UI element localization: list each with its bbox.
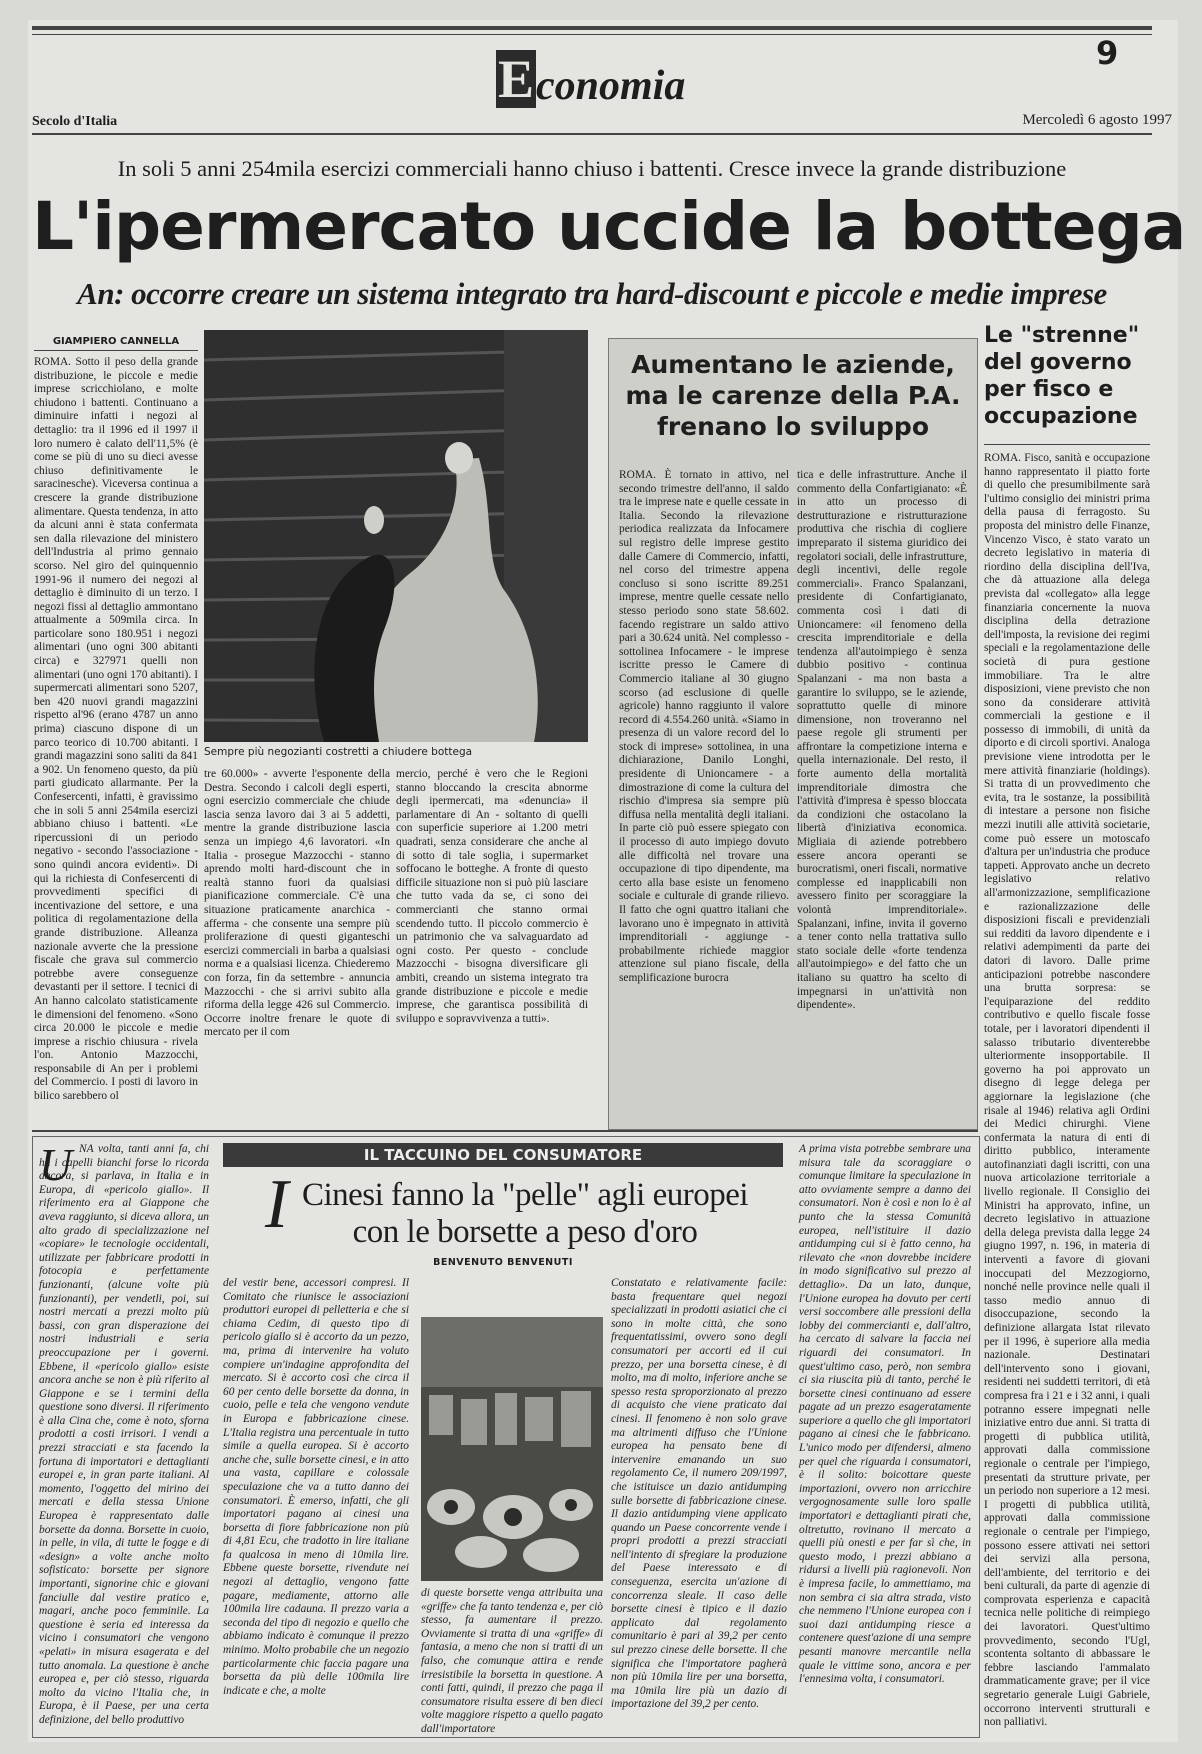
section-separator xyxy=(32,1130,978,1132)
lead-byline: GIAMPIERO CANNELLA xyxy=(52,336,180,347)
top-rule xyxy=(32,26,1152,30)
companies-box xyxy=(608,338,978,1130)
lead-column-1: ROMA. Sotto il peso della grande distribuzione, le piccole e medie imprese scricchiolano, e molte chiudono i battenti. Continuano a diminuire infatti i negozi al dettaglio: tra il 1996 ed il 1997 il loro numero è calato dell'11,5% (è come se più di uno su dieci avesse chiuso definitivamente le saracinesche). Viceversa continua a crescere la grande distribuzione alimentare. Questa tendenza, in atto da alcuni anni è stata confermata sen dalla rilevazione del ministero dell'Industria al primo gennaio scorso. Nel giro del quinquennio 1991-96 il numero dei negozi al dettaglio è diminuito di un terzo. I negozi fissi al dettaglio ammontano attualmente a 509mila circa. In particolare sono 180.951 i negozi alimentari (uno ogni 300 abitanti circa) e 327971 quelli non alimentari (uno ogni 170 abitanti). I supermercati alimentari sono 5207, ben 420 nuovi grandi magazzini rispetto al'96 (erano 4787 un anno prima) ciascuno dispone di un parco teorico di 10.700 abitanti. I grandi magazzini sono saliti da 841 a 902. Un fenomeno questo, da più parti giudicato allarmante. Per la Confesercenti, infatti, è gravissimo che in soli 5 anni 254mila esercizi abbiano chiuso i battenti. «Le ripercussioni di un periodo negativo - secondo l'associazione - sono quindi ancora evidenti». Di qui la richiesta di Confesercenti di provvedimenti specifici di incentivazione del settore, e una politica di regolamentazione della grande distribuzione. Alleanza nazionale avverte che la pressione fiscale che grava sul commercio potrebbe avere conseguenze devastanti per il settore. I tecnici di An hanno calcolato statisticamente le dimensioni del fenomeno. «Sono circa 20.000 le piccole e medie imprese a rischio chiusura - rivela l'on. Antonio Mazzocchi, responsabile di An per i problemi del Commercio. I posti di lavoro in bilico sarebbero ol xyxy=(34,356,198,1103)
strenne-rule xyxy=(984,444,1150,445)
headline-initial: I xyxy=(265,1166,289,1243)
companies-column-1: ROMA. È tornato in attivo, nel secondo trimestre dell'anno, il saldo tra le imprese nate e quelle cessate in Italia. Secondo la rilevazione periodica realizzata da Infocamere sul registro delle imprese gestito dalle Camere di Commercio, infatti, nel corso del trimestre appena concluso si sono iscritte 89.251 imprese, mentre quelle cessate nello stesso periodo sono state 58.602. facendo registrare un saldo attivo pari a 30.624 unità. Nel complesso - sottolinea Infocamere - le imprese iscritte presso le Camere di Commercio italiane al 30 giugno scorso (ad esclusione di quelle agricole) hanno raggiunto il valore record di 4.554.260 unità. «Siamo in presenza di un valore record del lo stock di imprese» sottolinea, in una dichiarazione, Danilo Longhi, presidente di Unioncamere - a dimostrazione di come la cultura del rischio d'impresa sia sempre più diffusa nella mentalità degli italiani. In parte ciò può essere spiegato con il processo di auto impiego dovuto alle difficoltà nel trovare una occupazione di tipo dipendente, ma certo alla base esiste un fenomeno sociale e culturale di grande rilievo. Il fatto che ogni quattro italiani che lavorano uno è impegnato in attività imprenditoriali - aggiunge - probabilmente richiede maggior attenzione sul piano fiscale, della semplificazione burocra xyxy=(619,469,789,984)
page-number: 9 xyxy=(1096,34,1119,72)
consumer-banner: IL TACCUINO DEL CONSUMATORE xyxy=(223,1143,783,1167)
consumer-column-b: di queste borsette venga attribuita una «griffe» che fa tanto tendenza e, per ciò stesso, fa aumentare il prezzo. Ovviamente si tratta di una «griffe» di fantasia, a meno che non si tratti di un falso, che comunque attira e rende irresistibile la borsetta in questione. A conti fatti, quindi, il prezzo che paga il consumatore risulta essere di ben dieci volte maggiore rispetto a quello pagato dall'importatore xyxy=(421,1587,603,1735)
shop-shutter-image xyxy=(204,330,588,742)
consumer-headline: Cinesi fanno la "pelle" agli europei con le borsette a peso d'oro xyxy=(301,1177,749,1250)
consumer-column-a: del vestir bene, accessori compresi. Il Comitato che riunisce le associazioni produttori europei di pelletteria e che si chiama Cedim, di questo tipo di pericolo giallo si è accorto da un pezzo, ma, prima di intervenire ha voluto compiere un'indagine approfondita del mercato. Si è accorto così che circa il 60 per cento delle borsette da donna, in cuoio, pelle e tela che vengono vendute in Europa e fabbricazione cinese. L'Italia registra una percentuale in tutto simile a quella europea. Si è accorto anche che, sulle borsette cinesi, e in atto una vasta, capillare e colossale speculazione che va a tutto danno dei consumatori. È emerso, infatti, che gli importatori pagano ai cinesi una borsetta di fiore fabbricazione non più di 4,81 Ecu, che tradotto in lire italiane fa qualcosa in meno di 10mila lire. Ebbene queste borsette, rivendute nei negozi al dettaglio, vengono fatte pagare, mediamente, attorno alle 100mila lire cadauna. Il prezzo varia a seconda del tipo di negozio e quello che abbiamo indicato è comunque il prezzo minimo. Molto probabile che un negozio particolarmente chic faccia pagare una borsetta da più delle 100mila lire indicate e che, a molte xyxy=(223,1277,409,1697)
consumer-notebook-section xyxy=(32,1136,980,1738)
strenne-body: ROMA. Fisco, sanità e occupazione hanno rappresentato il piatto forte di quello che presumibilmente sarà l'ultimo consiglio dei ministri prima della pausa di ferragosto. Su proposta del ministro delle Finanze, Vincenzo Visco, è stato varato un decreto legislativo in materia di riordino della disciplina dell'Iva, che dà attuazione alla delega prevista dal «collegato» alla legge finanziaria concernente la nuova disciplina della detrazione dell'imposta, la revisione dei regimi speciali e la regolamentazione delle società di pura gestione immobiliare. Tra le altre disposizioni, viene previsto che non sono da considerare attività commerciali la gestione e il possesso di immobili, di unità da diporto e di circoli sportivi. Analoga previsione viene introdotta per le mere attività finanziarie (holdings). Si tratta di un provvedimento che evita, tra le sostanze, la possibilità di intestare a persone non fisiche mezzi inutili alle attività societarie, come può essere un motoscafo d'altura per un'industria che produce tappeti. Approvato anche un decreto legislativo relativo all'armonizzazione, semplificazione e razionalizzazione delle disposizioni fiscali e previdenziali sui redditi da lavoro dipendente e i relativi adempimenti da parte dei datori di lavoro. Dalle prime anticipazioni potrebbe nascondere una brutta sorpresa: se l'equiparazione del reddito contributivo e quello fiscale fosse totale, per i lavoratori dipendenti il salasso tributario diventerebbe ulteriormente insopportabile. Il governo ha poi approvato un disegno di legge delega per aggiornare la legislazione (che risale al 1946) relativa agli Ordini dei Medici chirurghi. Viene confermata la natura di enti di diritto pubblico, interamente autofinanziati dagli iscritti, con una nuova articolazione territoriale a livello regionale. Il Consiglio dei Ministri ha approvato, infine, un decreto legislativo in attuazione della delega prevista dalla legge 24 giugno 1997, n. 196, in materia di interventi a favore di giovani inoccupati del Mezzogiorno, nonché nelle province nelle quali il tasso medio annuo di disoccupazione, secondo la definizione allargata Istat rilevato per il 1996, è superiore alla media nazionale. Destinatari dell'intervento sono i giovani, residenti nei suddetti territori, di età compresa fra i 21 e i 32 anni, i quali potranno essere impegnati nelle iniziative entro due anni. Si tratta di progetti di pubblica utilità, approvati dalla commissione regionale o centrale per l'impiego, presentati da strutture private, per un periodo non superiore a 12 mesi. I progetti di pubblica utilità, approvati dalla commissione regionale o centrale per l'impiego, possono essere attivati nei settori dei servizi alla persona, dell'ambiente, del territorio e dei beni culturali, da parte di agenzie di comprovata esperienza e capacità tecnica nelle politiche di reimpiego dei lavoratori. Quest'ultimo provvedimento, secondo l'Ugl, scontenta soltanto di abbassare le febbre lasciando l'ammalato drammaticamente grave; per il vice segretario generale Luigi Gabriele, occorrono interventi strutturali e non palliativi. xyxy=(984,452,1150,1729)
companies-headline: Aumentano le aziende, ma le carenze della P.A. frenano lo sviluppo xyxy=(625,350,961,441)
consumer-column-left: NA volta, tanti anni fa, chi ha i capelli bianchi forse lo ricorda ancora, si parlava, in Italia e in Europa, di «pericolo giallo». Il riferimento era al Giappone che aveva raggiunto, si diceva allora, un alto grado di specializzazione nel «copiare» le tecnologie occidentali, utilizzate per fabbricare prodotti in fotocopia e perfettamente funzionanti, (alcune volte più funzionanti), per vendetli, poi, sui nostri mercati a prezzi molto più bassi, con gran disperazione dei nostri industriali e seria preoccupazione per i governi. Ebbene, il «pericolo giallo» esiste ancora anche se non è più riferito al Giappone e se i termini della questione sono diversi. Il riferimento è alla Cina che, come è noto, sforna prodotti a costi irrisori. I vendi a prezzi stracciati e sta facendo la fortuna di importatori e dettaglianti europei e, in gran parte italiani. Al momento, l'oggetto del mirino dei mercati e della stessa Unione Europea è rappresentato dalle borsette da donna. Borsette in cuoio, in pelle, in vila, di tutte le fogge e di «design» a volte anche molto sofisticato: borsette per signore importanti, signorine chic e giovani fanciulle dal vestire pratico e, magari, anche poco femminile. La questione è seria ed interessa da vicino i consumatori che vengono «pelati» in misura esagerata e del tutto anomala. La questione è anche europea e, per ciò stesso, riguarda molto da vicino l'Italia che, in Europa, è il Paese, per una certa definizione, del bello produttivo xyxy=(39,1143,209,1726)
byline-rule xyxy=(34,350,198,351)
handbags-image xyxy=(421,1317,603,1581)
lead-column-2: tre 60.000» - avverte l'esponente della Destra. Secondo i calcoli degli esperti, ogni esercizio commerciale che chiude lascia senza lavoro dai 3 ai 5 addetti, mentre la grande distribuzione lascia senza un impiego 4,6 lavoratori. «In Italia - prosegue Mazzocchi - stanno aprendo molti hard-discount che in realtà stanno fuori da qualsiasi pianificazione commerciale. C'è una situazione praticamente anarchica - afferma - che consente una sempre più proliferazione di questi giganteschi esercizi commerciali in barba a qualsiasi norma e a qualsiasi licenza. Chiederemo con forza, fin da settembre - annuncia Mazzocchi - che si arrivi subito alla riforma della legge 426 sul Commercio. Occorre inoltre frenare le quote di mercato per il com xyxy=(204,768,390,1039)
dropcap: U xyxy=(39,1139,73,1190)
issue-date: Mercoledì 6 agosto 1997 xyxy=(1022,112,1172,128)
lead-headline: L'ipermercato uccide la bottega xyxy=(32,188,1186,265)
lead-photo-caption: Sempre più negozianti costretti a chiudere bottega xyxy=(204,746,473,758)
newspaper-page xyxy=(28,20,1186,1742)
lead-column-3: mercio, perché è vero che le Regioni stanno bloccando la crescita abnorme degli ipermercati, ma «denuncia» il parlamentare di An - soltanto di quelli con superficie superiore ai 1.200 metri quadrati, senza considerare che anche al di sotto di tale soglia, i supermarket soffocano le botteghe. A fronte di questo difficile situazione non si può più lasciare che tutto vada da se, ci sono dei commercianti che stanno ormai scendendo tutto. Il piccolo commercio è un patrimonio che va salvaguardato ad ogni costo. Per questo - conclude Mazzocchi - bisogna diversificare gli ambiti, creando un sistema integrato tra grande distribuzione e piccole e medie imprese, che garantisca possibilità di sviluppo e sopravvivenza a tutti». xyxy=(396,768,588,1025)
companies-column-2: tica e delle infrastrutture. Anche il commento della Confartigianato: «È in atto un processo di destrutturazione e ristrutturazione produttiva che rischia di cogliere impreparato il sistema giuridico dei regolatori sociali, delle infrastrutture, degli incentivi, delle regole commerciali». Franco Spalanzani, presidente di Confartigianato, commenta così i dati di Unioncamere: «il fenomeno della crescita imprenditoriale e della tendenza all'autoimpiego è senza dubbio positivo - continua Spalanzani - ma non basta a garantire lo sviluppo, se le aziende, soprattutto quelle di minore dimensione, non troveranno nel paese regole gli strumenti per affrontare la competizione interna e quella internazionale. Del resto, il forte aumento della mortalità imprenditoriale dimostra che l'attività d'impresa è spesso bloccata da condizioni che ostacolano la libertà d'iniziativa economica. Migliaia di aziende potrebbero essere ancora operanti se burocratismi, oneri fiscali, normative complesse ed inapplicabili non avessero finito per scoraggiare la volontà imprenditoriale». Spalanzani, infine, invita il governo a tener conto nella trattativa sullo stato sociale delle «forte tendenza all'autoimpiego» e del fatto che un italiano su quattro ha scelto di impegnarsi in un'attività non dipendente». xyxy=(797,469,967,1012)
top-rule-thin xyxy=(32,34,1152,35)
masthead-rule xyxy=(32,133,1152,135)
consumer-column-right: A prima vista potrebbe sembrare una misura tale da scoraggiare o comunque limitare la speculazione in atto ovviamente sempre a danno dei consumatori. Non è così e non lo è al punto che la stessa Comunità europea, nell'istituire il dazio antidumping cui si è fatto cenno, ha rilevato che «non dovrebbe incidere in modo significativo sul prezzo al dettaglio». Da un lato, dunque, l'Unione europea ha dovuto per certi versi soccombere alle pressioni della lobby dei commercianti e, dall'altro, ha cercato di salvare la faccia nei riguardi dei consumatori. In quest'ultimo caso, però, non sembra ci sia riuscita più di tanto, perché le borsette cinesi continuano ad essere pagate ad un prezzo esageratamente superiore a quello che gli importatori pagano ai cinesi che le fabbricano. L'unico modo per difendersi, almeno per quel che riguarda i consumatori, è il solito: boicottare queste importazioni, ovvero non arricchire vergognosamente sulle loro spalle importatori e dettaglianti pirati che, oltretutto, rovinano il mercato a quelli più onesti e per far sì che, in questo modo, i prezzi abbiano a ridursi a livelli più ragionevoli. Non è impresa facile, lo ammettiamo, ma non sembra ci sia altra strada, visto che nemmeno l'Unione europea con i suoi dazi antidumping riesce a contenere quest'azione di una sempre pesanti manovre mercantile nella quale le vittime sono, ancora e per l'ennesima volta, i consumatori. xyxy=(799,1143,972,1686)
lead-subhead: An: occorre creare un sistema integrato tra hard-discount e piccole e medie imprese xyxy=(77,276,1107,311)
section-initial: E xyxy=(497,49,535,109)
consumer-column-c: Constatato e relativamente facile: basta frequentare quei negozi specializzati in prodotti asiatici che ci sono in molte città, che sono frequentatissimi, ovvero sono degli consumatori per accorti ed il cui prezzo, per una borsetta cinese, è di molto, ma di molto, inferiore anche se spesso resta sproporzionato al prezzo di acquisto che viene praticato dai cinesi. Il fenomeno è non solo grave ma altrimenti diffuso che l'Unione europea ha pensato bene di intervenire emanando un suo regolamento Ce, il numero 209/1997, che istituisce un dazio antidumping sulle borsette di fabbricazione cinese. Il dazio antidumping viene applicato quando un Paese concorrente vende i propri prodotti a prezzi stracciati nell'intento di sfregiare la produzione del Paese interessato e di conseguenza, esercita un'azione di concorrenza sleale. Il caso delle borsette cinesi è tipico e il dazio applicato dal regolamento comunitario è pari al 39,2 per cento sul prezzo cinese delle borsette. Il che significa che l'importatore pagherà non più 10mila lire per una borsetta, ma 10mila lire più un dazio di importazione del 39,2 per cento. xyxy=(611,1277,787,1711)
consumer-byline: BENVENUTO BENVENUTI xyxy=(433,1257,573,1268)
section-title: conomia xyxy=(536,63,686,109)
paper-name: Secolo d'Italia xyxy=(32,114,118,129)
handbags-photo xyxy=(421,1317,603,1581)
lead-photo xyxy=(204,330,588,742)
strenne-headline: Le "strenne" del governo per fisco e occupazione xyxy=(984,323,1140,429)
lead-kicker: In soli 5 anni 254mila esercizi commerciali hanno chiuso i battenti. Cresce invece la grande distribuzione xyxy=(117,156,1067,181)
